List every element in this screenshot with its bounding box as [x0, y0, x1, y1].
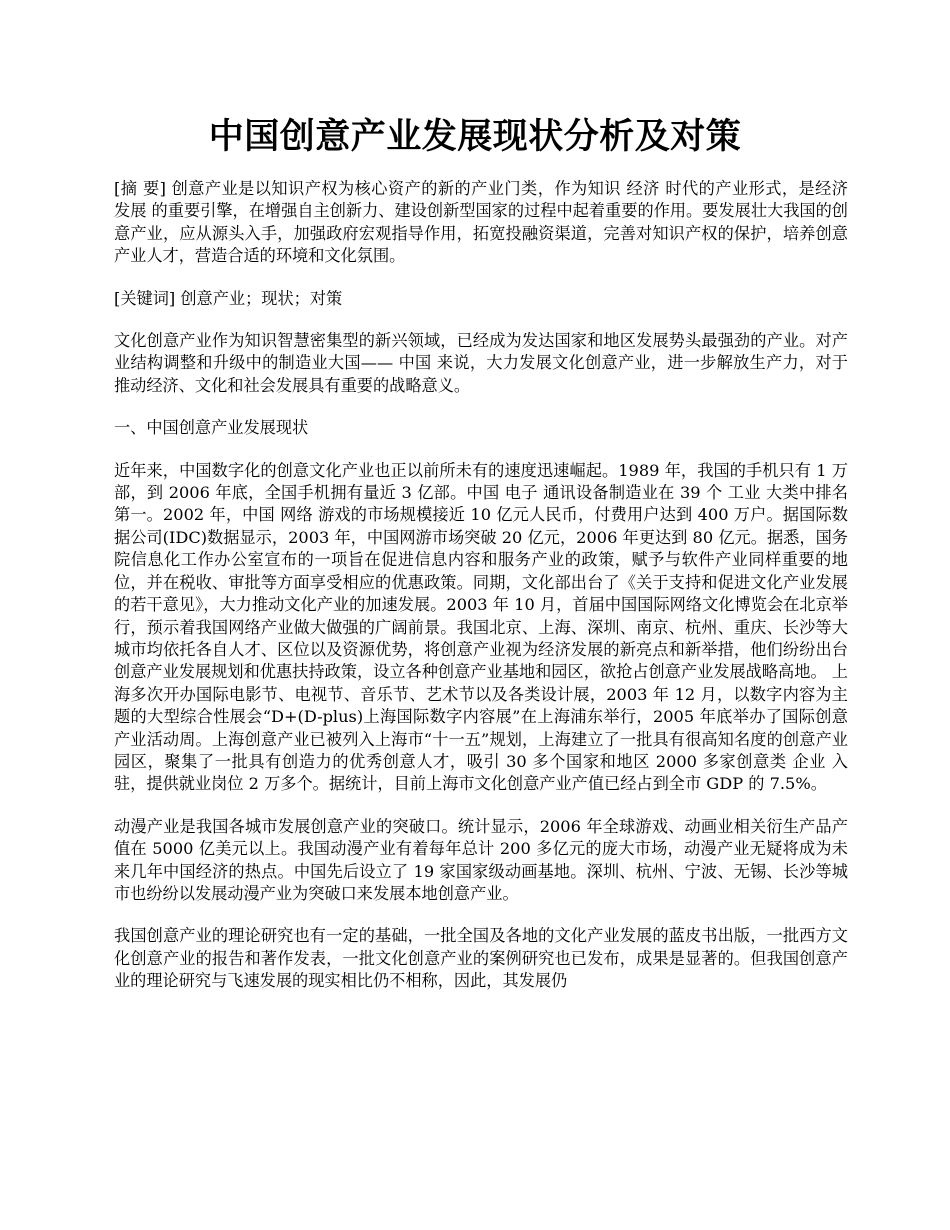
document-title: 中国创意产业发展现状分析及对策	[208, 116, 742, 157]
section-heading: 一、中国创意产业发展现状	[114, 418, 309, 438]
intro-paragraph: 文化创意产业作为知识智慧密集型的新兴领域，已经成为发达国家和地区发展势头最强劲的产业。对产业结构调整和升级中的制造业大国—— 中国 来说，大力发展文化创意产业，进一步解放生产力，对于推动经济、文化和社会发展具有重要的战略意义。	[114, 331, 848, 395]
body-paragraph: 动漫产业是我国各城市发展创意产业的突破口。统计显示，2006 年全球游戏、动画业相关衍生产品产值在 5000 亿美元以上。我国动漫产业有着每年总计 200 多亿元的庞大市场，动漫产业无疑将成为未来几年中国经济的热点。中国先后设立了 19 家国家级动画基地。深圳、杭州、宁波、无锡、长沙等城市也纷纷以发展动漫产业为突破口来发展本地创意产业。	[114, 816, 848, 903]
document-body	[114, 178, 848, 1013]
body-paragraph: 近年来，中国数字化的创意文化产业也正以前所未有的速度迅速崛起。1989 年，我国的手机只有 1 万部，到 2006 年底，全国手机拥有量近 3 亿部。中国 电子 通讯设备制造业在 39 个 工业 大类中排名第一。2002 年，中国 网络 游戏的市场规模接近 10 亿元人民币，付费用户达到 400 万户。据国际数据公司(IDC)数据显示，2003 年，中国网游市场突破 20 亿元，2006 年更达到 80 亿元。据悉，国务院信息化工作办公室宣布的一项旨在促进信息内容和服务产业的政策，赋予与软件产业同样重要的地位，并在税收、审批等方面享受相应的优惠政策。同期，文化部出台了《关于支持和促进文化产业发展的若干意见》，大力推动文化产业的加速发展。2003 年 10 月，首届中国国际网络文化博览会在北京举行，预示着我国网络产业做大做强的广阔前景。我国北京、上海、深圳、南京、杭州、重庆、长沙等大城市均依托各自人才、区位以及资源优势，将创意产业视为经济发展的新亮点和新举措，他们纷纷出台创意产业发展规划和优惠扶持政策，设立各种创意产业基地和园区，欲抢占创意产业发展战略高地。 上海多次开办国际电影节、电视节、音乐节、艺术节以及各类设计展，2003 年 12 月，以数字内容为主题的大型综合性展会“D+(D-plus)上海国际数字内容展”在上海浦东举行，2005 年底举办了国际创意产业活动周。上海创意产业已被列入上海市“十一五”规划，上海建立了一批具有很高知名度的创意产业园区，聚集了一批具有创造力的优秀创意人才，吸引 30 多个国家和地区 2000 多家创意类 企业 入驻，提供就业岗位 2 万多个。据统计，目前上海市文化创意产业产值已经占到全市 GDP 的 7.5%。	[114, 460, 848, 794]
keywords-paragraph: [关键词] 创意产业；现状；对策	[114, 288, 343, 308]
abstract-paragraph: [摘 要] 创意产业是以知识产权为核心资产的新的产业门类，作为知识 经济 时代的产业形式，是经济 发展 的重要引擎，在增强自主创新力、建设创新型国家的过程中起着重要的作用。要发展壮大我国的创意产业，应从源头入手，加强政府宏观指导作用，拓宽投融资渠道，完善对知识产权的保护，培养创意产业人才，营造合适的环境和文化氛围。	[114, 179, 848, 266]
body-paragraph: 我国创意产业的理论研究也有一定的基础，一批全国及各地的文化产业发展的蓝皮书出版，一批西方文化创意产业的报告和著作发表，一批文化创意产业的案例研究也已发布，成果是显著的。但我国创意产业的理论研究与飞速发展的现实相比仍不相称，因此，其发展仍	[114, 926, 848, 991]
